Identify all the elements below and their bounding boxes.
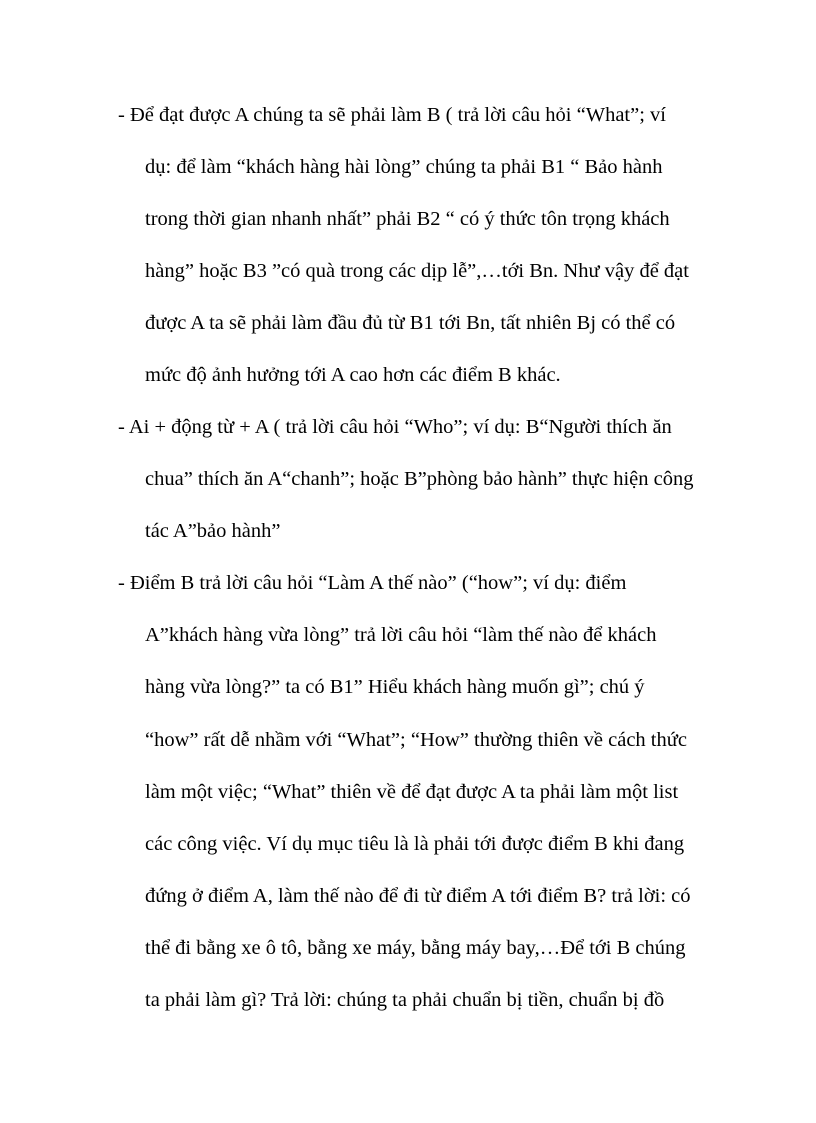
paragraph-2-line-3: tác A”bảo hành” bbox=[145, 520, 281, 542]
paragraph-1-line-1: - Để đạt được A chúng ta sẽ phải làm B ( trả lời câu hỏi “What”; ví bbox=[118, 104, 666, 126]
paragraph-1-line-5: được A ta sẽ phải làm đầu đủ từ B1 tới Bn, tất nhiên Bj có thể có bbox=[145, 312, 676, 334]
paragraph-2-line-1: - Ai + động từ + A ( trả lời câu hỏi “Who”; ví dụ: B“Người thích ăn bbox=[118, 416, 672, 438]
paragraph-3-line-2: A”khách hàng vừa lòng” trả lời câu hỏi “làm thế nào để khách bbox=[145, 624, 657, 646]
paragraph-3-line-5: làm một việc; “What” thiên về để đạt được A ta phải làm một list bbox=[145, 781, 679, 803]
paragraph-3-line-7: đứng ở điểm A, làm thế nào để đi từ điểm A tới điểm B? trả lời: có bbox=[145, 885, 691, 907]
paragraph-2-line-2: chua” thích ăn A“chanh”; hoặc B”phòng bảo hành” thực hiện công bbox=[145, 468, 694, 490]
paragraph-1-line-6: mức độ ảnh hưởng tới A cao hơn các điểm B khác. bbox=[145, 364, 561, 386]
paragraph-3-line-8: thể đi bằng xe ô tô, bằng xe máy, bằng máy bay,…Để tới B chúng bbox=[145, 937, 686, 959]
paragraph-3-line-6: các công việc. Ví dụ mục tiêu là là phải tới được điểm B khi đang bbox=[145, 833, 685, 855]
paragraph-3-line-3: hàng vừa lòng?” ta có B1” Hiểu khách hàng muốn gì”; chú ý bbox=[145, 676, 645, 698]
paragraph-3-line-9: ta phải làm gì? Trả lời: chúng ta phải chuẩn bị tiền, chuẩn bị đồ bbox=[145, 989, 665, 1011]
paragraph-1-line-2: dụ: để làm “khách hàng hài lòng” chúng ta phải B1 “ Bảo hành bbox=[145, 156, 663, 178]
paragraph-1-line-3: trong thời gian nhanh nhất” phải B2 “ có ý thức tôn trọng khách bbox=[145, 208, 670, 230]
paragraph-3-line-4: “how” rất dễ nhầm với “What”; “How” thường thiên về cách thức bbox=[145, 729, 687, 751]
paragraph-1-line-4: hàng” hoặc B3 ”có quà trong các dịp lễ”,…tới Bn. Như vậy để đạt bbox=[145, 260, 689, 282]
paragraph-3-line-1: - Điểm B trả lời câu hỏi “Làm A thế nào” (“how”; ví dụ: điểm bbox=[118, 572, 627, 594]
